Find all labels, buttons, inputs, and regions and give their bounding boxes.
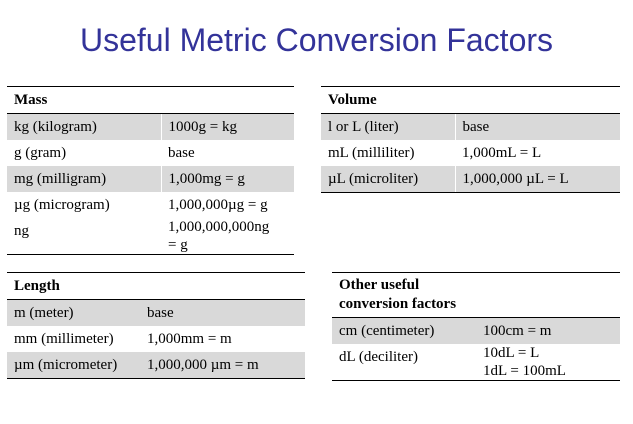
mass-unit-ug: µg (microgram) [14, 196, 110, 213]
table-row [7, 140, 294, 166]
other-heading [332, 273, 620, 318]
volume-value-ul: 1,000,000 µL = L [455, 166, 620, 193]
mass-value-ng [161, 218, 294, 255]
length-unit-mm: mm (millimeter) [14, 330, 114, 347]
other-unit-cm: cm (centimeter) [332, 318, 476, 345]
length-header-row [7, 273, 305, 300]
table-row [7, 300, 305, 327]
length-table [7, 272, 305, 379]
other-heading-line2: conversion factors [339, 296, 457, 312]
volume-unit-ml: mL (milliliter) [328, 144, 415, 161]
table-row [321, 140, 620, 166]
other-value-dl-line2: 1dL = 100mL [483, 363, 566, 379]
mass-value-g: base [168, 144, 195, 161]
table-row [7, 166, 294, 192]
length-heading: Length [7, 273, 305, 300]
volume-unit-ul: µL (microliter) [321, 166, 455, 193]
mass-value-mg: 1,000mg = g [161, 166, 294, 192]
volume-table [321, 86, 620, 193]
table-row [321, 166, 620, 193]
volume-heading: Volume [321, 87, 620, 114]
other-value-dl-line1: 10dL = L [483, 345, 540, 361]
other-factors-table [332, 272, 620, 381]
other-value-cm: 100cm = m [476, 318, 620, 345]
mass-unit-g: g (gram) [14, 144, 67, 161]
volume-header-row [321, 87, 620, 114]
mass-value-ng-line1: 1,000,000,000ng [168, 219, 270, 235]
length-value-mm: 1,000mm = m [147, 330, 232, 347]
table-row [321, 114, 620, 141]
table-row [332, 344, 620, 381]
length-value-um: 1,000,000 µm = m [140, 352, 305, 379]
table-row [7, 114, 294, 141]
mass-unit-mg: mg (milligram) [7, 166, 161, 192]
table-row [7, 352, 305, 379]
volume-unit-l: l or L (liter) [321, 114, 455, 141]
mass-value-ug: 1,000,000µg = g [168, 196, 268, 213]
table-row [332, 318, 620, 345]
volume-value-l: base [455, 114, 620, 141]
other-value-dl [476, 344, 620, 381]
table-row [7, 218, 294, 255]
length-unit-m: m (meter) [7, 300, 140, 327]
other-heading-line1: Other useful [339, 277, 420, 293]
mass-value-kg: 1000g = kg [161, 114, 294, 141]
page-title: Useful Metric Conversion Factors [79, 22, 554, 58]
length-unit-um: µm (micrometer) [7, 352, 140, 379]
length-value-m: base [140, 300, 305, 327]
mass-unit-ng: ng [7, 218, 161, 255]
volume-value-ml: 1,000mL = L [462, 144, 542, 161]
mass-heading: Mass [7, 87, 294, 114]
mass-value-ng-line2: = g [168, 237, 188, 253]
mass-unit-kg: kg (kilogram) [7, 114, 161, 141]
table-row [7, 326, 305, 352]
mass-header-row [7, 87, 294, 114]
other-header-row [332, 273, 620, 318]
table-row [7, 192, 294, 218]
mass-table [7, 86, 294, 255]
other-unit-dl: dL (deciliter) [332, 344, 476, 381]
